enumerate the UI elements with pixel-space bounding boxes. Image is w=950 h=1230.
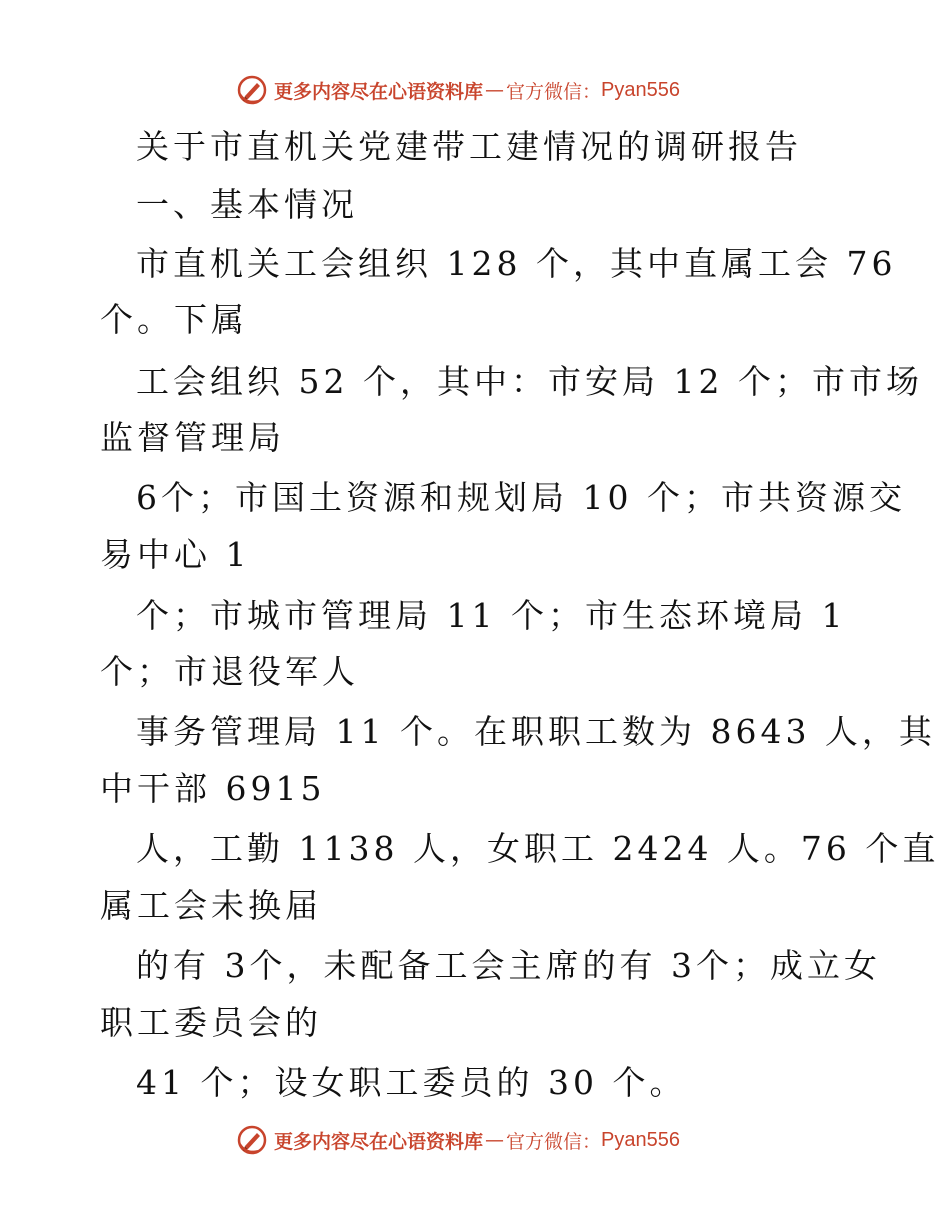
- body-line: 的有 3个，未配备工会主席的有 3个；成立女: [136, 946, 881, 985]
- header-watermark: [236, 70, 680, 110]
- body-line: 6个；市国土资源和规划局 10 个；市共资源交: [136, 478, 906, 517]
- watermark-wechat-id: Pyan556: [601, 78, 680, 101]
- body-line: 易中心 1: [100, 535, 251, 574]
- body-line: 41 个；设女职工委员的 30 个。: [136, 1063, 687, 1102]
- body-line: 个；市退役军人: [100, 652, 359, 691]
- pen-logo-icon: [236, 74, 268, 106]
- body-line: 事务管理局 11 个。在职职工数为 8643 人，其: [136, 712, 936, 751]
- body-line: 个。下属: [100, 300, 248, 339]
- watermark-separator: —: [485, 1129, 505, 1151]
- footer-watermark: [236, 1120, 680, 1160]
- document-title: 关于市直机关党建带工建情况的调研报告: [136, 127, 802, 166]
- body-line: 监督管理局: [100, 418, 285, 457]
- body-line: 个；市城市管理局 11 个；市生态环境局 1: [136, 596, 847, 635]
- body-line: 属工会未换届: [100, 886, 322, 925]
- watermark-site-text: 更多内容尽在心语资料库: [274, 80, 484, 103]
- body-line: 中干部 6915: [100, 769, 326, 808]
- watermark-wechat-label: 官方微信：: [506, 1130, 602, 1153]
- pen-logo-icon: [236, 1124, 268, 1156]
- body-line: 工会组织 52 个，其中：市安局 12 个；市市场: [136, 362, 923, 401]
- watermark-wechat-label: 官方微信：: [506, 80, 602, 103]
- body-line: 职工委员会的: [100, 1003, 322, 1042]
- body-line: 市直机关工会组织 128 个，其中直属工会 76: [136, 244, 897, 283]
- section-heading: 一、基本情况: [136, 185, 358, 224]
- body-line: 人，工勤 1138 人，女职工 2424 人。76 个直: [136, 829, 940, 868]
- watermark-wechat-id: Pyan556: [601, 1128, 680, 1151]
- watermark-site-text: 更多内容尽在心语资料库: [274, 1130, 484, 1153]
- watermark-separator: —: [485, 79, 505, 101]
